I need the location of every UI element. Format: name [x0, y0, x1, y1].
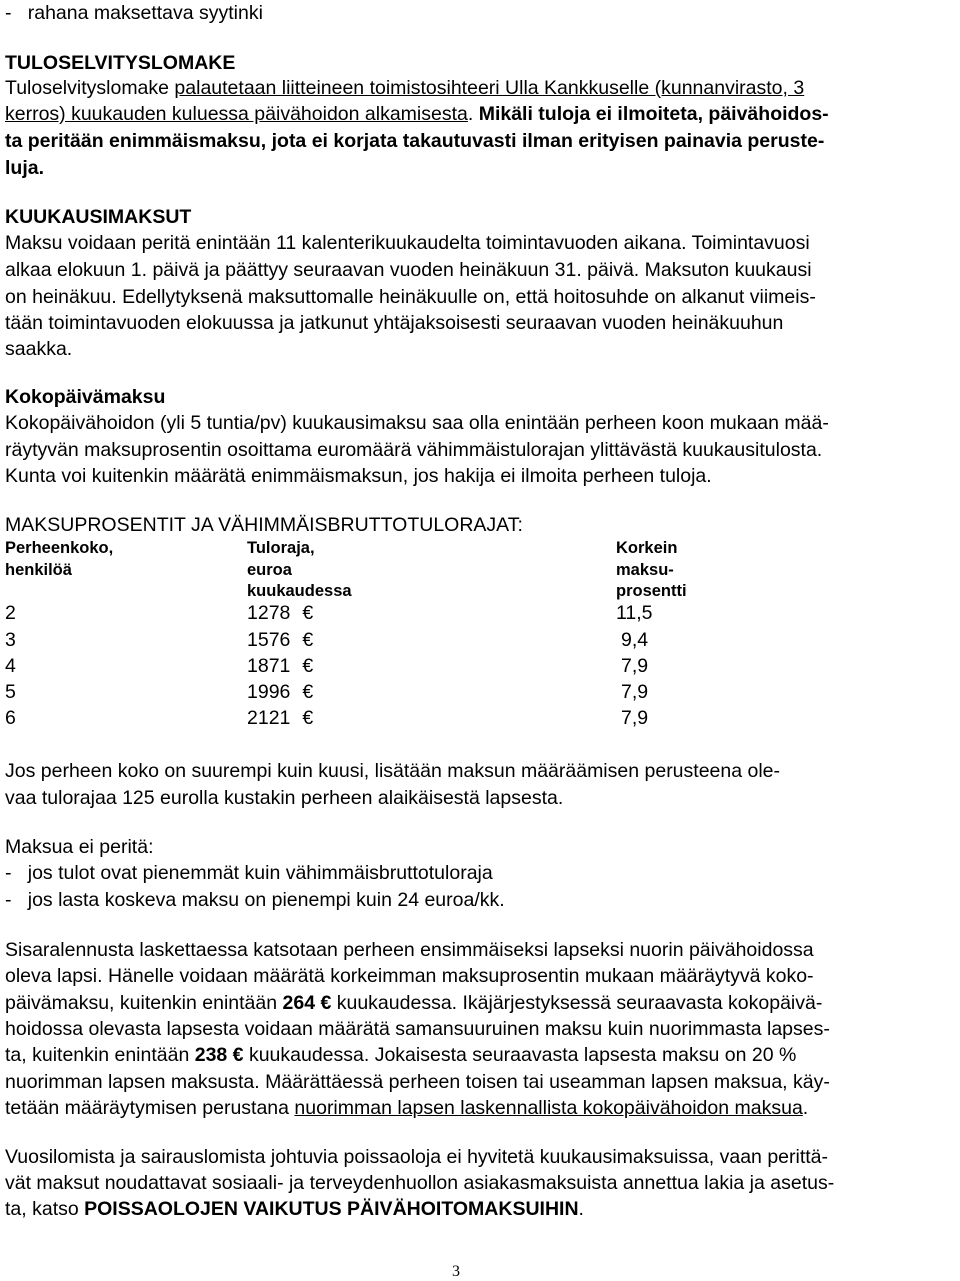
section-heading-kokopaivamaksu: Kokopäivämaksu: [5, 386, 166, 408]
header-line: henkilöä: [5, 560, 72, 579]
section-heading-kuukausimaksut: KUUKAUSIMAKSUT: [5, 206, 192, 228]
cell-size: 6: [5, 707, 16, 729]
paragraph-line: [5, 1042, 796, 1068]
cell-percent: 7,9: [621, 707, 649, 729]
header-line: maksu-: [616, 560, 674, 579]
cell-percent: 11,5: [616, 602, 653, 624]
euro-symbol: €: [302, 655, 314, 677]
cell-size: 5: [5, 681, 16, 703]
paragraph-line: [5, 990, 822, 1016]
income-value: 2121: [247, 707, 291, 729]
text: .: [802, 1097, 809, 1119]
header-line: euroa: [247, 560, 292, 579]
text: ta, kuitenkin enintään: [5, 1044, 195, 1066]
cell-income: [247, 705, 313, 731]
underlined-text: palautetaan liitteineen toimistosihteeri Ulla Kankkuselle (kunnanvirasto, 3: [174, 77, 805, 99]
text: ta, katso: [5, 1198, 85, 1220]
cell-percent: 7,9: [621, 681, 649, 703]
paragraph-line: [5, 1095, 808, 1121]
section-heading-tuloselvitys: TULOSELVITYSLOMAKE: [5, 52, 236, 74]
paragraph-line: saakka.: [5, 338, 73, 360]
paragraph-line: Maksu voidaan peritä enintään 11 kalenterikuukaudelta toimintavuoden aikana. Toimintavuosi: [5, 232, 810, 254]
euro-symbol: €: [302, 602, 314, 624]
header-line: Tuloraja,: [247, 539, 315, 557]
header-line: prosentti: [616, 582, 687, 600]
column-header-max-percent: [616, 538, 687, 603]
paragraph-line: [5, 101, 829, 127]
paragraph-line: vät maksut noudattavat sosiaali- ja terveydenhuollon asiakasmaksuista annettua lakia ja asetus-: [5, 1172, 835, 1194]
paragraph-line: oleva lapsi. Hänelle voidaan määrätä korkeimman maksuprosentin mukaan määräytyvä koko-: [5, 965, 814, 987]
list-item: - jos tulot ovat pienemmät kuin vähimmäisbruttotuloraja: [5, 862, 493, 884]
paragraph-line: räytyvän maksuprosentin osoittama euromäärä vähimmäistulorajan ylittävästä kuukausitulosta.: [5, 439, 823, 461]
bold-text: Mikäli tuloja ei ilmoiteta, päivähoidos-: [473, 103, 829, 125]
paragraph-line: on heinäkuu. Edellytyksenä maksuttomalle heinäkuulle on, että hoitosuhde on alkanut viimeis-: [5, 286, 816, 308]
income-value: 1278: [247, 602, 291, 624]
header-line: Korkein: [616, 539, 678, 557]
paragraph-line: [5, 1196, 584, 1222]
bold-text: 238 €: [194, 1044, 244, 1066]
page-number: 3: [452, 1263, 460, 1280]
column-header-family-size: [5, 538, 113, 581]
bold-text: POISSAOLOJEN VAIKUTUS PÄIVÄHOITOMAKSUIHIN: [84, 1198, 579, 1220]
euro-symbol: €: [302, 629, 314, 651]
income-value: 1996: [247, 681, 291, 703]
paragraph-line: ta peritään enimmäismaksu, jota ei korjata takautuvasti ilman erityisen painavia peruste-: [5, 130, 825, 152]
cell-size: 4: [5, 655, 16, 677]
paragraph-line: Kunta voi kuitenkin määrätä enimmäismaksun, jos hakija ei ilmoita perheen tuloja.: [5, 465, 712, 487]
list-item: - rahana maksettava syytinki: [5, 2, 263, 24]
text: kuukaudessa. Ikäjärjestyksessä seuraavasta kokopäivä-: [331, 992, 823, 1014]
paragraph-line: Vuosilomista ja sairauslomista johtuvia poissaoloja ei hyvitetä kuukausimaksuissa, vaan perittä-: [5, 1146, 829, 1168]
text: päivämaksu, kuitenkin enintään: [5, 992, 283, 1014]
text: kuukaudessa. Jokaisesta seuraavasta lapsesta maksu on 20 %: [243, 1044, 797, 1066]
paragraph-line: alkaa elokuun 1. päivä ja päättyy seuraavan vuoden heinäkuun 31. päivä. Maksuton kuukausi: [5, 259, 812, 281]
paragraph-line: Jos perheen koko on suurempi kuin kuusi, lisätään maksun määräämisen perusteena ole-: [5, 760, 781, 782]
text: .: [467, 103, 474, 125]
cell-size: 3: [5, 629, 16, 651]
paragraph-line: tään toimintavuoden elokuussa ja jatkunut yhtäjaksoisesti seuraavan vuoden heinäkuuhun: [5, 312, 784, 334]
section-heading-maksua-ei: Maksua ei peritä:: [5, 836, 154, 858]
bold-text: 264 €: [282, 992, 332, 1014]
text: Tuloselvityslomake: [5, 77, 175, 99]
paragraph-line: vaa tulorajaa 125 eurolla kustakin perheen alaikäisestä lapsesta.: [5, 787, 564, 809]
header-line: kuukaudessa: [247, 582, 352, 600]
cell-income: [247, 679, 313, 705]
paragraph-line: luja.: [5, 157, 45, 179]
column-header-income-limit: [247, 538, 352, 603]
table-title: MAKSUPROSENTIT JA VÄHIMMÄISBRUTTOTULORAJAT:: [5, 514, 523, 536]
text: .: [578, 1198, 584, 1220]
paragraph-line: Kokopäivähoidon (yli 5 tuntia/pv) kuukausimaksu saa olla enintään perheen koon mukaan mää-: [5, 412, 829, 434]
cell-income: [247, 653, 313, 679]
paragraph-line: Sisaralennusta laskettaessa katsotaan perheen ensimmäiseksi lapseksi nuorin päivähoidossa: [5, 939, 814, 961]
cell-size: 2: [5, 602, 16, 624]
underlined-text: kerros) kuukauden kuluessa päivähoidon alkamisesta: [5, 103, 468, 125]
underlined-text: nuorimman lapsen laskennallista kokopäivähoidon maksua: [294, 1097, 803, 1119]
list-item: - jos lasta koskeva maksu on pienempi kuin 24 euroa/kk.: [5, 889, 505, 911]
paragraph-line: nuorimman lapsen maksusta. Määrättäessä perheen toisen tai useamman lapsen maksua, käy-: [5, 1071, 830, 1093]
cell-income: [247, 627, 313, 653]
cell-percent: 9,4: [621, 629, 649, 651]
text: tetään määräytymisen perustana: [5, 1097, 295, 1119]
header-line: Perheenkoko,: [5, 539, 114, 557]
income-value: 1871: [247, 655, 291, 677]
euro-symbol: €: [302, 707, 314, 729]
cell-income: [247, 600, 313, 626]
income-value: 1576: [247, 629, 291, 651]
cell-percent: 7,9: [621, 655, 649, 677]
euro-symbol: €: [302, 681, 314, 703]
paragraph-line: hoidossa olevasta lapsesta voidaan määrätä samansuuruinen maksu kuin nuorimmasta lapses-: [5, 1018, 830, 1040]
paragraph-line: [5, 75, 804, 101]
